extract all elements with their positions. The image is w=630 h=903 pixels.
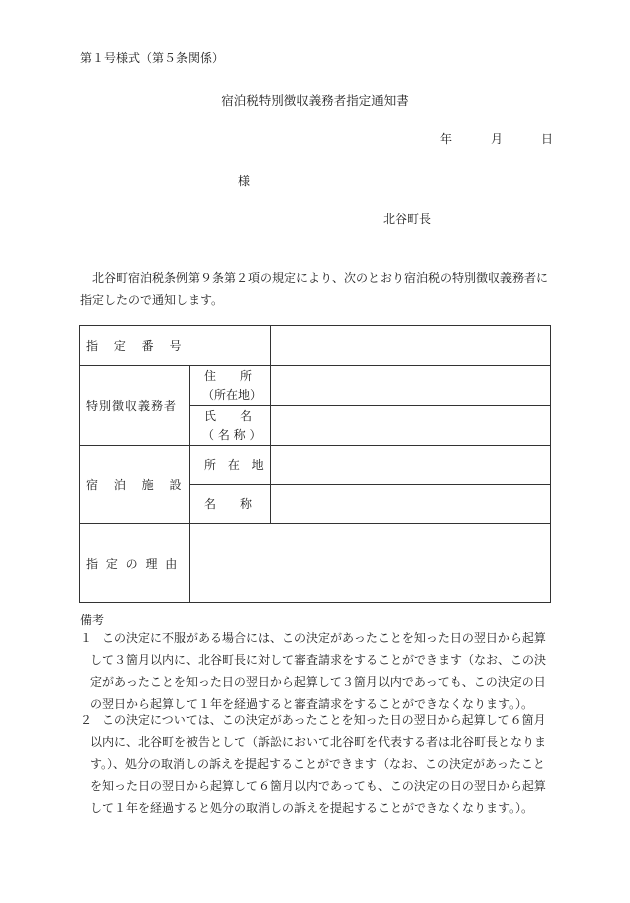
designation-number-label: 指 定 番 号 — [80, 326, 271, 366]
date-month: 月 — [491, 132, 504, 146]
note-item — [80, 709, 555, 819]
note-text: この決定については、この決定があったことを知った日の翌日から起算して６箇月以内に、北谷町を被告として（訴訟において北谷町を代表する者は北谷町長となります。）、処分の取消しの訴えを提起することができます（なお、この決定があったことを知った日の翌日から起算して６箇月以内であっても、この決定の日の翌日から起算して１年を経過すると処分の取消しの訴えを提起することができなくなります。）。 — [90, 713, 547, 815]
name-alt-text: （ 名 称 ） — [202, 427, 262, 442]
note-number: １ — [80, 631, 93, 645]
address-text: 住 所 — [204, 368, 253, 383]
addressee-suffix: 様 — [238, 174, 251, 188]
address-value — [271, 366, 551, 406]
name-label — [190, 406, 271, 446]
document-title: 宿泊税特別徴収義務者指定通知書 — [221, 93, 409, 108]
date-line — [437, 130, 557, 146]
address-alt-text: （所在地） — [202, 387, 263, 402]
name-value — [271, 406, 551, 446]
reason-label: 指 定 の 理 由 — [80, 524, 190, 603]
designation-number-value — [271, 326, 551, 366]
form-number: 第１号様式（第５条関係） — [80, 51, 225, 65]
facility-name-label: 名 称 — [190, 485, 271, 524]
name-text: 氏 名 — [204, 408, 253, 423]
address-label — [190, 366, 271, 406]
date-year: 年 — [440, 132, 453, 146]
designation-table — [79, 325, 551, 603]
reason-value — [190, 524, 551, 603]
facility-location-label: 所 在 地 — [190, 446, 271, 485]
collector-label: 特別徴収義務者 — [80, 366, 190, 446]
facility-name-value — [271, 485, 551, 524]
issuer: 北谷町長 — [383, 212, 432, 226]
date-day: 日 — [541, 132, 554, 146]
note-text: この決定に不服がある場合には、この決定があったことを知った日の翌日から起算して３箇月以内に、北谷町長に対して審査請求をすることができます（なお、この決定があったことを知った日の翌日から起算して３箇月以内であっても、この決定の日の翌日から起算して１年を経過すると審査請求をすることができなくなります。）。 — [90, 631, 547, 711]
body-text: 北谷町宿泊税条例第９条第２項の規定により、次のとおり宿泊税の特別徴収義務者に指定したので通知します。 — [80, 271, 549, 307]
note-number: ２ — [80, 713, 93, 727]
facility-location-value — [271, 446, 551, 485]
facility-label: 宿 泊 施 設 — [80, 446, 190, 524]
note-item — [80, 627, 555, 715]
notes-heading: 備考 — [80, 613, 105, 627]
